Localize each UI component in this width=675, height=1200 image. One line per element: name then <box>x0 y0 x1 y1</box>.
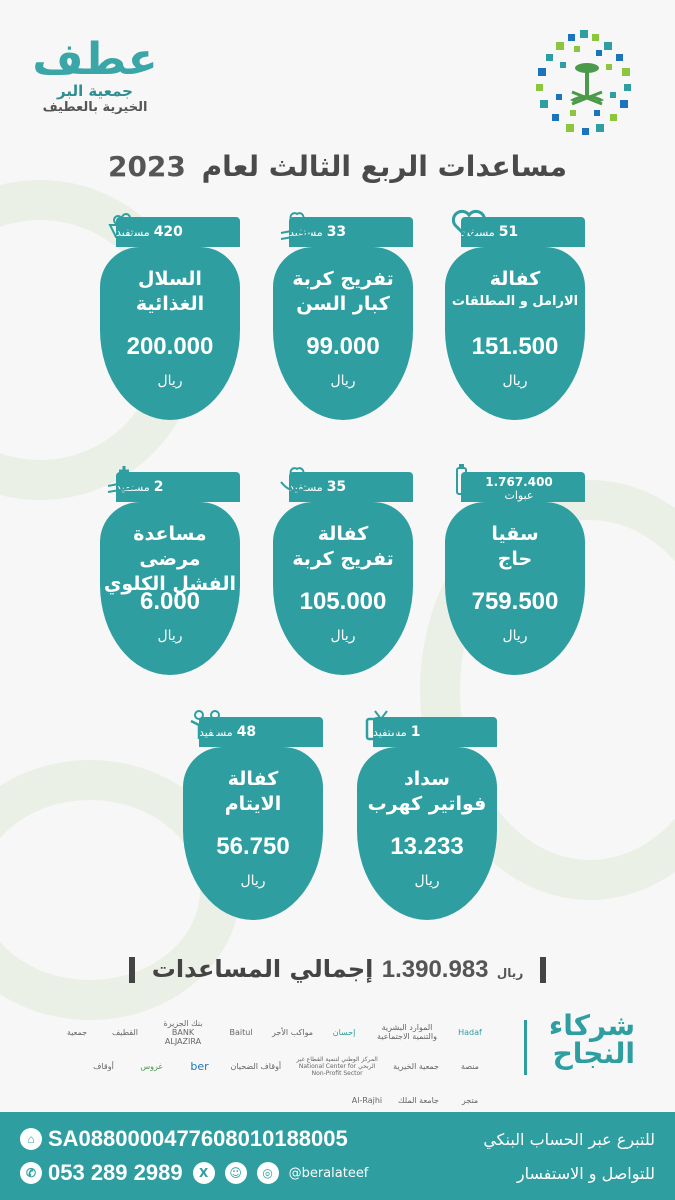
org-name-line1: جمعية البر <box>56 82 133 100</box>
card-subtitle: الغذائية <box>135 293 205 315</box>
partner-logo: Al-Rajhi <box>351 1095 383 1105</box>
card-title <box>273 522 413 572</box>
card-name: سقيا <box>491 523 539 545</box>
partner-logo: Baitul <box>229 1027 253 1037</box>
heart-icon <box>449 205 489 245</box>
saudi-vision-emblem-icon <box>530 28 645 138</box>
beneficiary-label: مستفيد <box>116 225 150 239</box>
partner-logo: متجر <box>461 1095 479 1105</box>
beneficiary-count: 35 <box>326 479 347 495</box>
card-amount: 151.500 <box>471 333 559 360</box>
card-name: كفالة <box>317 523 369 545</box>
beneficiary-count: 420 <box>153 224 183 240</box>
card-title <box>100 267 240 317</box>
card-title <box>273 267 413 317</box>
medical-hand-icon <box>104 460 144 500</box>
tv-icon <box>361 705 401 745</box>
partner-logo: ber <box>190 1059 209 1073</box>
card-currency: ريال <box>330 628 356 644</box>
beneficiary-label: عبوات <box>504 489 534 502</box>
beneficiary-label: مستفيد <box>199 725 233 739</box>
total-label: إجمالي المساعدات <box>151 955 374 983</box>
iban-number: SA0880000477608010188005 <box>48 1126 348 1151</box>
card-amount: 6.000 <box>139 588 201 615</box>
card-name: تفريج كربة <box>292 268 394 290</box>
partner-logos <box>40 1018 490 1105</box>
card-title <box>183 767 323 817</box>
card-amount: 99.000 <box>306 333 380 360</box>
partner-logo: أوقاف <box>93 1061 114 1071</box>
x-icon[interactable]: X <box>193 1162 215 1184</box>
total-assistance <box>0 955 675 984</box>
beneficiary-count: 51 <box>498 224 519 240</box>
iban-block[interactable] <box>20 1126 348 1152</box>
beneficiary-count: 48 <box>236 724 257 740</box>
card-title <box>100 522 240 597</box>
partner-logo: المركز الوطني لتنمية القطاع غير الربحي National Center for Non-Profit Sector <box>296 1055 378 1077</box>
iban-label: للتبرع عبر الحساب البنكي <box>483 1129 655 1149</box>
card-subtitle: الارامل و المطلقات <box>451 294 579 309</box>
hands-heart-icon <box>277 460 317 500</box>
card-amount: 759.500 <box>471 588 559 615</box>
card-title <box>445 267 585 312</box>
card-subtitle: حاج <box>497 548 533 570</box>
card-relief-sponsorship <box>273 460 413 675</box>
partner-logo: بنك الجزيرة BANK ALJAZIRA <box>163 1018 203 1046</box>
org-logo <box>30 34 160 115</box>
food-basket-icon <box>104 205 144 245</box>
beneficiary-count: 33 <box>326 224 347 240</box>
partner-logo: جمعية الخيرية <box>393 1061 439 1071</box>
card-currency: ريال <box>330 373 356 389</box>
card-name: كفالة <box>489 268 541 290</box>
phone-label: للتواصل و الاستفسار <box>516 1163 655 1183</box>
beneficiary-label: مستفيد <box>116 480 150 494</box>
card-amount: 105.000 <box>299 588 387 615</box>
logo-mark: عطف <box>32 34 158 85</box>
card-orphans-sponsorship <box>183 705 323 920</box>
beneficiary-label: مستفيد <box>461 225 495 239</box>
partner-logo: القطيف <box>112 1027 138 1037</box>
total-bar-left <box>129 957 135 983</box>
card-title <box>357 767 497 817</box>
total-bar-right <box>540 957 546 983</box>
children-icon <box>187 705 227 745</box>
card-widows-sponsorship <box>445 205 585 420</box>
bank-icon: ⌂ <box>20 1128 42 1150</box>
beneficiary-count: 1 <box>410 724 421 740</box>
page-title <box>0 150 675 183</box>
snapchat-icon[interactable]: ☺ <box>225 1162 247 1184</box>
partner-logo: منصة <box>461 1061 479 1071</box>
org-name-line2: الخيرية بالعطيف <box>42 100 148 115</box>
footer <box>0 1112 675 1200</box>
partners-title-line2: النجاح <box>552 1037 635 1070</box>
social-handle[interactable]: @beralateef <box>288 1165 369 1181</box>
card-currency: ريال <box>157 628 183 644</box>
beneficiary-label: مستفيد <box>373 725 407 739</box>
card-food-baskets <box>100 205 240 420</box>
card-currency: ريال <box>414 873 440 889</box>
title-text: مساعدات الربع الثالث لعام <box>201 150 568 183</box>
card-subtitle: الفشل الكلوي <box>103 573 236 595</box>
whatsapp-icon: ✆ <box>20 1162 42 1184</box>
card-title <box>445 522 585 572</box>
contact-row <box>20 1160 655 1186</box>
card-name: كفالة <box>227 768 279 790</box>
total-value: 1.390.983 <box>381 956 489 983</box>
partner-logo: أوقاف الضحيان <box>230 1061 282 1071</box>
partner-logo: غروس <box>140 1061 163 1071</box>
partner-logo: مواكب الأجر <box>272 1027 313 1037</box>
card-amount: 13.233 <box>390 833 464 860</box>
card-name: السلال <box>138 268 202 290</box>
bank-row <box>20 1126 655 1152</box>
card-currency: ريال <box>240 873 266 889</box>
card-kidney-patients <box>100 460 240 675</box>
beneficiary-label: مستفيد <box>289 225 323 239</box>
card-electricity-bills <box>357 705 497 920</box>
card-subtitle: تفريج كربة <box>292 548 394 570</box>
instagram-icon[interactable]: ◎ <box>257 1162 279 1184</box>
header <box>0 0 675 140</box>
beneficiary-label: مستفيد <box>289 480 323 494</box>
water-bottles-icon <box>449 460 489 500</box>
card-hajj-water <box>445 460 585 675</box>
card-subtitle: كبار السن <box>296 293 390 315</box>
partners-title-line1: شركاء <box>548 1009 635 1042</box>
title-year: 2023 <box>107 150 186 183</box>
partners-title <box>535 1009 635 1070</box>
partner-logo: إحسان <box>332 1027 356 1037</box>
card-amount: 200.000 <box>126 333 214 360</box>
card-subtitle: الايتام <box>224 793 282 815</box>
partner-logo: جمعية <box>66 1027 88 1037</box>
card-elderly-relief <box>273 205 413 420</box>
partners-divider <box>524 1020 527 1075</box>
card-currency: ريال <box>502 628 528 644</box>
beneficiary-count: 1.767.400 <box>485 475 553 489</box>
partner-logo: الموارد البشرية والتنمية الاجتماعية <box>377 1023 437 1041</box>
partner-logo: Hadaf <box>458 1027 482 1037</box>
card-currency: ريال <box>157 373 183 389</box>
phone-block[interactable] <box>20 1160 183 1186</box>
hand-heart-icon <box>277 205 317 245</box>
phone-number: 053 289 2989 <box>48 1160 183 1185</box>
card-subtitle: فواتير كهرب <box>367 793 487 815</box>
card-name: مساعدة مرضى <box>133 523 207 570</box>
card-currency: ريال <box>502 373 528 389</box>
beneficiary-count: 2 <box>153 479 164 495</box>
card-name: سداد <box>404 768 450 790</box>
contact-block <box>20 1160 368 1186</box>
partner-logo: جامعة الملك <box>397 1095 439 1105</box>
total-currency: ريال <box>496 966 524 980</box>
card-amount: 56.750 <box>216 833 290 860</box>
